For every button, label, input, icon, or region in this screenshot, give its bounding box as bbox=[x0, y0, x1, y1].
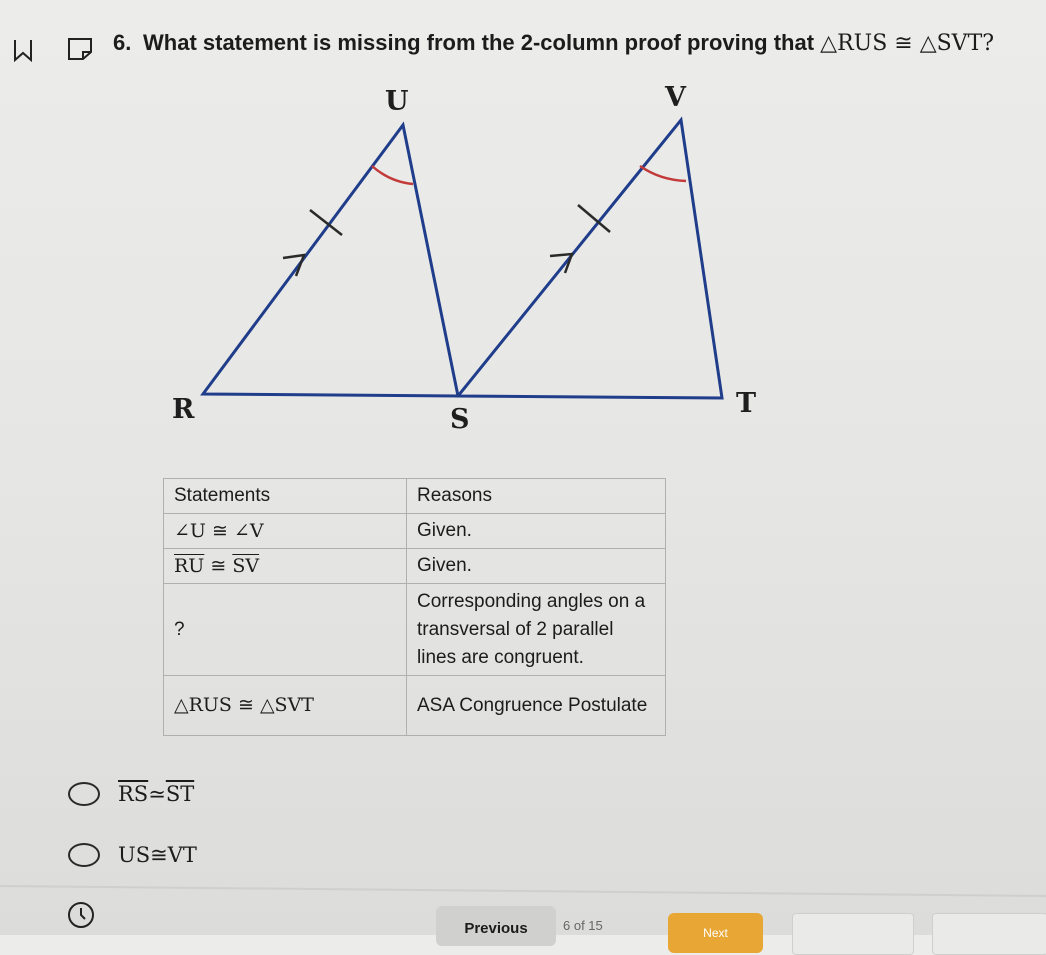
triangle-svt bbox=[458, 120, 722, 398]
proof-row bbox=[164, 584, 666, 676]
nav-card bbox=[932, 913, 1046, 955]
proof-header-row bbox=[164, 479, 666, 514]
choice-segment-vt: VT bbox=[167, 843, 197, 867]
next-button[interactable]: Next bbox=[668, 913, 763, 953]
statement-text: △RUS ≅ △SVT bbox=[174, 694, 314, 716]
statement-text: ∠U ≅ ∠V bbox=[174, 519, 264, 542]
triangle-rus bbox=[203, 125, 458, 396]
segment-ru: RU bbox=[174, 554, 205, 577]
congruent-symbol: ≅ bbox=[204, 554, 233, 577]
choice-symbol: ≅ bbox=[150, 843, 168, 867]
radio-button[interactable] bbox=[68, 843, 100, 867]
previous-button[interactable]: Previous bbox=[436, 906, 556, 946]
missing-statement: ? bbox=[164, 584, 407, 676]
proof-statement bbox=[164, 676, 407, 736]
nav-card bbox=[792, 913, 914, 955]
statements-header: Statements bbox=[164, 479, 407, 514]
proof-statement bbox=[164, 514, 407, 549]
proof-table bbox=[163, 478, 666, 736]
proof-row bbox=[164, 514, 666, 549]
angle-mark-v bbox=[640, 166, 686, 181]
question-number: 6. bbox=[113, 30, 132, 55]
choice-symbol: ≃ bbox=[148, 782, 166, 806]
choice-segment-rs: RS bbox=[118, 782, 149, 806]
proof-row bbox=[164, 676, 666, 736]
radio-button[interactable] bbox=[68, 782, 100, 806]
choice-a[interactable] bbox=[68, 782, 194, 806]
proof-reason: Corresponding angles on a transversal of 2 parallel lines are congruent. bbox=[407, 584, 666, 676]
label-s: S bbox=[450, 404, 470, 435]
choice-segment-us: US bbox=[118, 843, 151, 867]
timer-icon bbox=[66, 900, 96, 930]
label-v: V bbox=[665, 82, 686, 113]
question-prompt: What statement is missing from the 2-column proof proving that bbox=[143, 30, 815, 55]
proof-reason: Given. bbox=[407, 549, 666, 584]
proof-row bbox=[164, 549, 666, 584]
choice-b[interactable] bbox=[68, 843, 197, 867]
label-r: R bbox=[172, 394, 195, 425]
label-u: U bbox=[385, 86, 409, 117]
segment-sv: SV bbox=[232, 554, 260, 577]
proof-reason: Given. bbox=[407, 514, 666, 549]
angle-mark-u bbox=[372, 166, 413, 184]
proof-reason: ASA Congruence Postulate bbox=[407, 676, 666, 736]
choice-segment-st: ST bbox=[165, 782, 195, 806]
reasons-header: Reasons bbox=[407, 479, 666, 514]
proof-statement bbox=[164, 549, 407, 584]
page-indicator: 6 of 15 bbox=[563, 918, 603, 933]
question-math: △RUS ≅ △SVT? bbox=[820, 31, 995, 56]
label-t: T bbox=[736, 388, 757, 419]
